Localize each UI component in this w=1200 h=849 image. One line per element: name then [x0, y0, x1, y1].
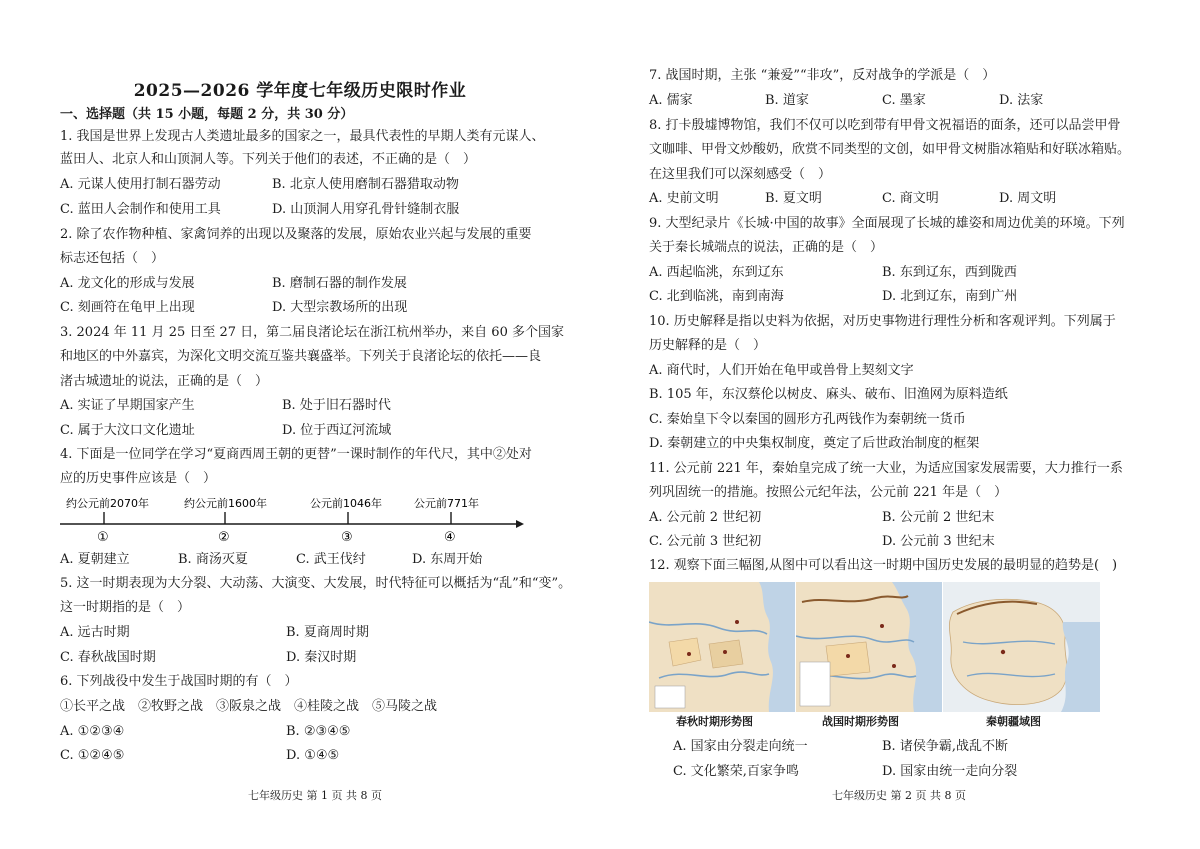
- q8-option-a: A. 史前文明: [649, 191, 719, 206]
- q11-stem-line-2: 列巩固统一的措施。按照公元纪年法，公元前 221 年是（ ）: [649, 485, 1008, 500]
- q12-option-c: C. 文化繁荣,百家争鸣: [673, 764, 799, 779]
- q11-option-c: C. 公元前 3 世纪初: [649, 534, 762, 549]
- q3-stem-line-1: 3. 2024 年 11 月 25 日至 27 日，第二届良渚论坛在浙江杭州举办，来自 60 多个国家: [60, 325, 564, 340]
- q5-option-c: C. 春秋战国时期: [60, 650, 156, 665]
- q10-option-d: D. 秦朝建立的中央集权制度，奠定了后世政治制度的框架: [649, 436, 980, 451]
- q11-option-b: B. 公元前 2 世纪末: [882, 510, 995, 525]
- timeline-ruler: [60, 493, 530, 543]
- timeline-marker-4: ④: [444, 530, 456, 543]
- timeline-marker-3: ③: [341, 530, 353, 543]
- q3-option-d: D. 位于西辽河流域: [282, 423, 392, 438]
- q6-stem-line-2: ①长平之战 ②牧野之战 ③阪泉之战 ④桂陵之战 ⑤马陵之战: [60, 699, 438, 714]
- warring-states-map: [796, 582, 942, 712]
- timeline-label-1: 约公元前2070年: [66, 497, 149, 510]
- q9-option-a: A. 西起临洮，东到辽东: [649, 265, 784, 280]
- q5-stem-line-1: 5. 这一时期表现为大分裂、大动荡、大演变、大发展，时代特征可以概括为“乱”和“变”。: [60, 576, 572, 591]
- q11-stem-line-1: 11. 公元前 221 年，秦始皇完成了统一大业，为适应国家发展需要，大力推行一系: [649, 461, 1123, 476]
- q8-stem-line-3: 在这里我们可以深刻感受（ ）: [649, 167, 832, 182]
- q1-stem-line-2: 蓝田人、北京人和山顶洞人等。下列关于他们的表述，不正确的是（ ）: [60, 152, 477, 167]
- page-title: 2025—2026 学年度七年级历史限时作业: [133, 81, 467, 101]
- q3-stem-line-3: 渚古城遗址的说法，正确的是（ ）: [60, 374, 269, 389]
- q6-option-b: B. ②③④⑤: [286, 724, 351, 739]
- q1-option-d: D. 山顶洞人用穿孔骨针缝制衣服: [272, 202, 460, 217]
- q8-option-c: C. 商文明: [882, 191, 939, 206]
- page-footer: 七年级历史 第 2 页 共 8 页: [832, 789, 966, 802]
- q5-option-d: D. 秦汉时期: [286, 650, 357, 665]
- q2-option-b: B. 磨制石器的制作发展: [272, 276, 407, 291]
- q6-option-a: A. ①②③④: [60, 724, 125, 739]
- timeline-label-2: 约公元前1600年: [184, 497, 267, 510]
- q1-option-b: B. 北京人使用磨制石器猎取动物: [272, 177, 459, 192]
- q3-option-a: A. 实证了早期国家产生: [60, 398, 195, 413]
- timeline-label-3: 公元前1046年: [310, 497, 382, 510]
- timeline-marker-2: ②: [218, 530, 230, 543]
- q3-option-b: B. 处于旧石器时代: [282, 398, 391, 413]
- q7-stem-line-1: 7. 战国时期，主张 “兼爱”“非攻”，反对战争的学派是（ ）: [649, 68, 996, 83]
- q12-map-strip: [649, 582, 1100, 712]
- q2-option-d: D. 大型宗教场所的出现: [272, 300, 408, 315]
- q7-option-d: D. 法家: [999, 93, 1044, 108]
- q9-option-b: B. 东到辽东，西到陇西: [882, 265, 1017, 280]
- q5-stem-line-2: 这一时期指的是（ ）: [60, 600, 191, 615]
- q5-option-b: B. 夏商周时期: [286, 625, 369, 640]
- q10-option-c: C. 秦始皇下令以秦国的圆形方孔两钱作为秦朝统一货币: [649, 412, 966, 427]
- timeline-arrow-icon: [516, 520, 524, 528]
- q4-stem-line-2: 应的历史事件应该是（ ）: [60, 471, 217, 486]
- timeline-marker-1: ①: [97, 530, 109, 543]
- q6-option-d: D. ①④⑤: [286, 748, 340, 763]
- q9-stem-line-1: 9. 大型纪录片《长城·中国的故事》全面展现了长城的雄姿和周边优美的环境。下列: [649, 216, 1125, 231]
- q6-stem-line-1: 6. 下列战役中发生于战国时期的有（ ）: [60, 674, 298, 689]
- q2-option-a: A. 龙文化的形成与发展: [60, 276, 195, 291]
- q3-option-c: C. 属于大汶口文化遗址: [60, 423, 195, 438]
- timeline-label-4: 公元前771年: [414, 497, 479, 510]
- q5-option-a: A. 远古时期: [60, 625, 130, 640]
- q11-option-a: A. 公元前 2 世纪初: [649, 510, 762, 525]
- q10-option-a: A. 商代时，人们开始在龟甲或兽骨上契刻文字: [649, 363, 914, 378]
- q6-option-c: C. ①②④⑤: [60, 748, 125, 763]
- q2-option-c: C. 刻画符在龟甲上出现: [60, 300, 195, 315]
- q4-option-c: C. 武王伐纣: [296, 552, 366, 567]
- q8-stem-line-1: 8. 打卡殷墟博物馆，我们不仅可以吃到带有甲骨文祝福语的面条，还可以品尝甲骨: [649, 118, 1121, 133]
- q9-option-c: C. 北到临洮，南到南海: [649, 289, 784, 304]
- q8-option-d: D. 周文明: [999, 191, 1057, 206]
- q8-option-b: B. 夏文明: [765, 191, 822, 206]
- q10-option-b: B. 105 年，东汉蔡伦以树皮、麻头、破布、旧渔网为原料造纸: [649, 387, 1008, 402]
- q9-option-d: D. 北到辽东，南到广州: [882, 289, 1018, 304]
- q4-stem-line-1: 4. 下面是一位同学在学习“夏商西周王朝的更替”一课时制作的年代尺，其中②处对: [60, 447, 532, 462]
- q4-option-b: B. 商汤灭夏: [178, 552, 248, 567]
- q1-option-c: C. 蓝田人会制作和使用工具: [60, 202, 221, 217]
- map-caption-warring-states: 战国时期形势图: [822, 715, 899, 728]
- q7-option-b: B. 道家: [765, 93, 809, 108]
- q12-option-b: B. 诸侯争霸,战乱不断: [882, 739, 1008, 754]
- page-footer: 七年级历史 第 1 页 共 8 页: [248, 789, 382, 802]
- q11-option-d: D. 公元前 3 世纪末: [882, 534, 995, 549]
- q3-stem-line-2: 和地区的中外嘉宾，为深化文明交流互鉴共襄盛举。下列关于良渚论坛的依托——良: [60, 349, 542, 364]
- qin-territory-map: [943, 582, 1100, 712]
- q1-option-a: A. 元谋人使用打制石器劳动: [60, 177, 221, 192]
- section-heading: 一、选择题（共 15 小题，每题 2 分，共 30 分）: [60, 107, 354, 122]
- q2-stem-line-2: 标志还包括（ ）: [60, 251, 165, 266]
- q7-option-c: C. 墨家: [882, 93, 926, 108]
- spring-autumn-map: [649, 582, 795, 712]
- q7-option-a: A. 儒家: [649, 93, 693, 108]
- map-caption-spring-autumn: 春秋时期形势图: [676, 715, 753, 728]
- map-caption-qin: 秦朝疆域图: [986, 715, 1041, 728]
- q12-stem-line-1: 12. 观察下面三幅图,从图中可以看出这一时期中国历史发展的最明显的趋势是( ): [649, 558, 1118, 573]
- q12-option-a: A. 国家由分裂走向统一: [673, 739, 808, 754]
- q12-option-d: D. 国家由统一走向分裂: [882, 764, 1018, 779]
- q9-stem-line-2: 关于秦长城端点的说法，正确的是（ ）: [649, 240, 884, 255]
- q4-option-d: D. 东周开始: [412, 552, 483, 567]
- q2-stem-line-1: 2. 除了农作物种植、家禽饲养的出现以及聚落的发展，原始农业兴起与发展的重要: [60, 227, 532, 242]
- q8-stem-line-2: 文咖啡、甲骨文炒酸奶，欣赏不同类型的文创，如甲骨文树脂冰箱贴和好联冰箱贴。: [649, 142, 1131, 157]
- q1-stem-line-1: 1. 我国是世界上发现古人类遗址最多的国家之一，最具代表性的早期人类有元谋人、: [60, 129, 545, 144]
- q10-stem-line-2: 历史解释的是（ ）: [649, 338, 767, 353]
- q10-stem-line-1: 10. 历史解释是指以史料为依据，对历史事物进行理性分析和客观评判。下列属于: [649, 314, 1116, 329]
- q4-option-a: A. 夏朝建立: [60, 552, 130, 567]
